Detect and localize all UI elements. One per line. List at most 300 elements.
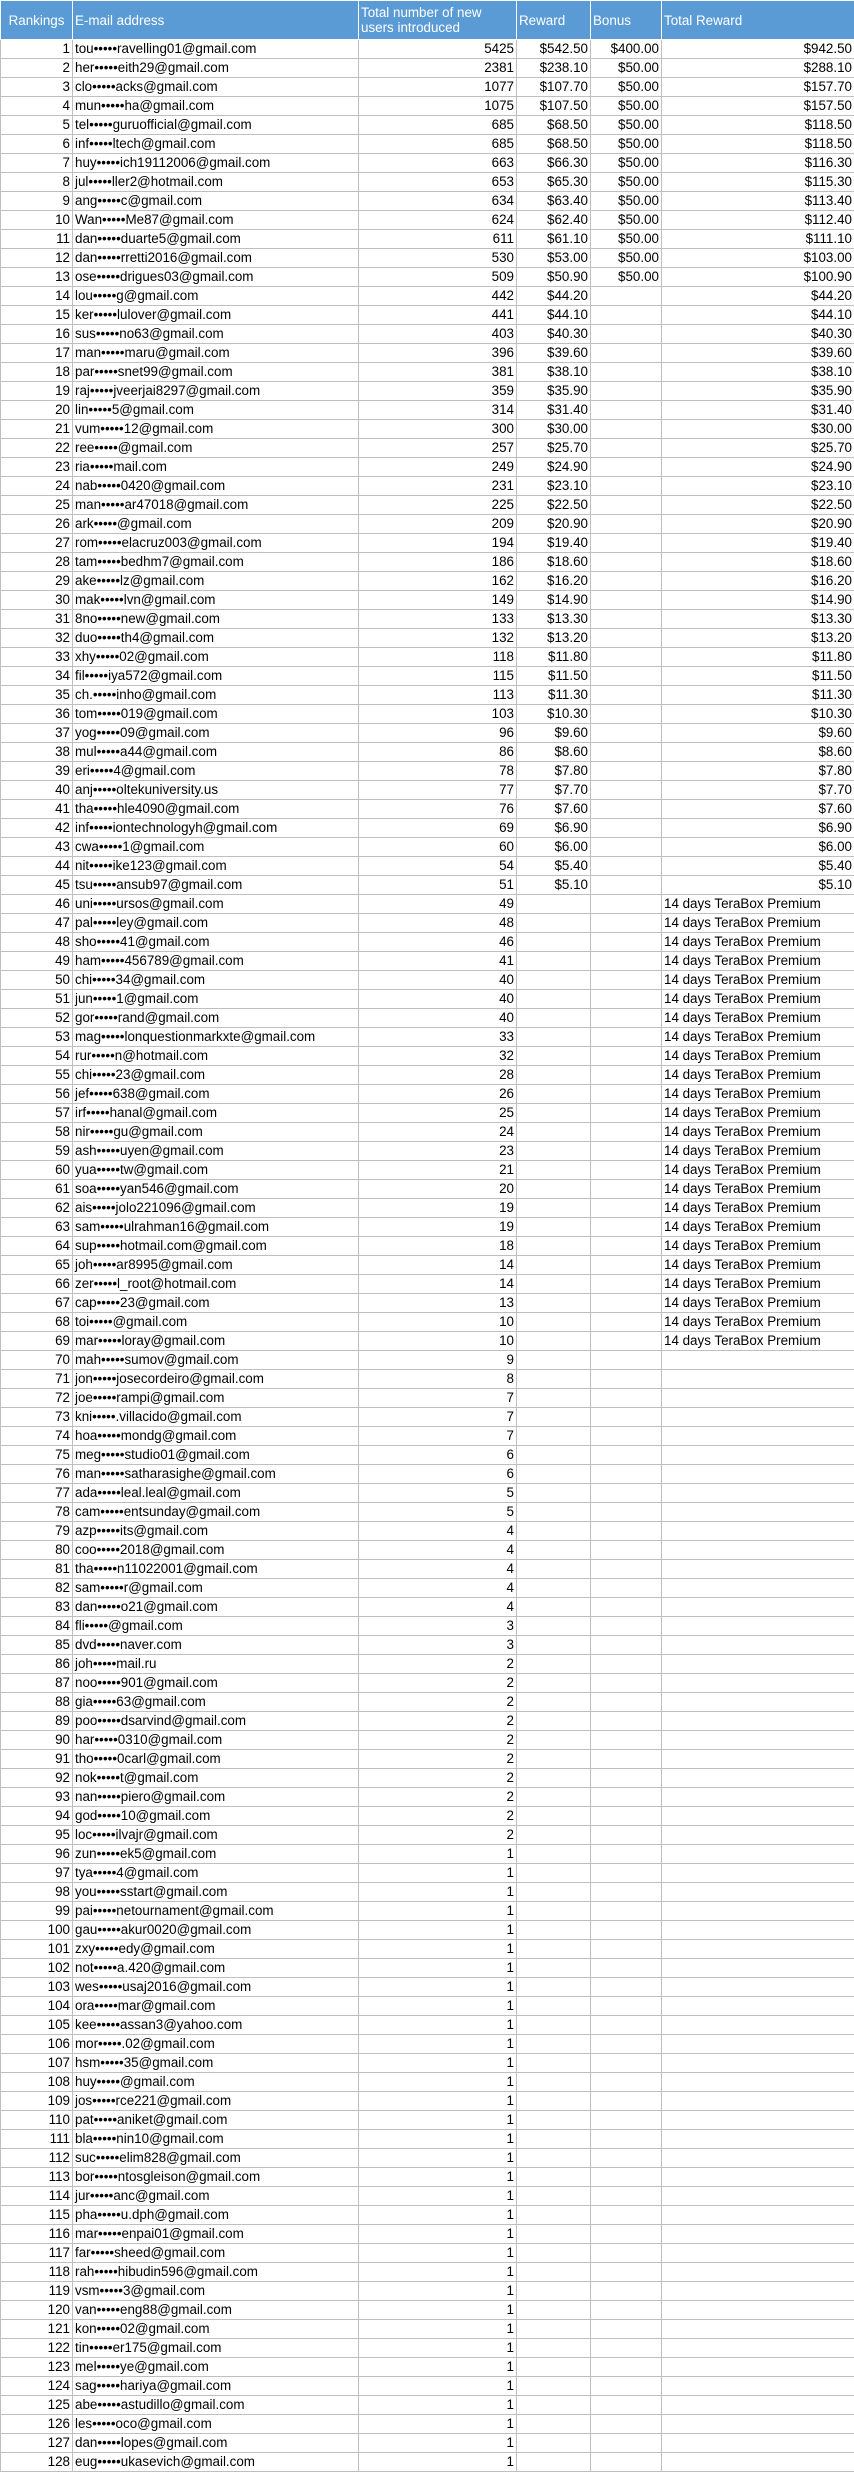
bonus-cell [591, 1674, 662, 1693]
bonus-cell [591, 705, 662, 724]
email-cell: bla•••••nin10@gmail.com [73, 2130, 359, 2149]
users-introduced-cell: 1 [359, 2168, 517, 2187]
table-row [1, 1009, 854, 1028]
users-introduced-cell: 14 [359, 1256, 517, 1275]
reward-cell [517, 2244, 591, 2263]
rank-cell: 62 [1, 1199, 73, 1218]
email-cell: pai•••••netournament@gmail.com [73, 1902, 359, 1921]
bonus-cell [591, 1199, 662, 1218]
rank-cell: 33 [1, 648, 73, 667]
bonus-cell [591, 1047, 662, 1066]
table-row [1, 1807, 854, 1826]
table-row [1, 1655, 854, 1674]
rank-cell: 50 [1, 971, 73, 990]
bonus-cell: $50.00 [591, 78, 662, 97]
reward-cell [517, 1864, 591, 1883]
users-introduced-cell: 300 [359, 420, 517, 439]
total-reward-cell [662, 2301, 854, 2320]
rank-cell: 123 [1, 2358, 73, 2377]
email-cell: meg•••••studio01@gmail.com [73, 1446, 359, 1465]
reward-cell [517, 1978, 591, 1997]
rank-cell: 57 [1, 1104, 73, 1123]
users-introduced-cell: 4 [359, 1522, 517, 1541]
users-introduced-cell: 1 [359, 1978, 517, 1997]
bonus-cell [591, 648, 662, 667]
email-cell: nan•••••piero@gmail.com [73, 1788, 359, 1807]
email-cell: jun•••••1@gmail.com [73, 990, 359, 1009]
reward-cell [517, 1674, 591, 1693]
table-row [1, 1940, 854, 1959]
reward-cell [517, 1921, 591, 1940]
rank-cell: 120 [1, 2301, 73, 2320]
users-introduced-cell: 7 [359, 1427, 517, 1446]
users-introduced-cell: 7 [359, 1408, 517, 1427]
table-row [1, 1389, 854, 1408]
email-cell: pal•••••ley@gmail.com [73, 914, 359, 933]
email-cell: poo•••••dsarvind@gmail.com [73, 1712, 359, 1731]
email-cell: van•••••eng88@gmail.com [73, 2301, 359, 2320]
reward-cell: $24.90 [517, 458, 591, 477]
total-reward-cell [662, 1484, 854, 1503]
reward-cell [517, 1940, 591, 1959]
email-cell: ark•••••@gmail.com [73, 515, 359, 534]
rank-cell: 64 [1, 1237, 73, 1256]
email-cell: suc•••••elim828@gmail.com [73, 2149, 359, 2168]
table-row [1, 1332, 854, 1351]
table-row [1, 173, 854, 192]
users-introduced-cell: 76 [359, 800, 517, 819]
header-reward: Reward [517, 1, 591, 40]
total-reward-cell [662, 2358, 854, 2377]
table-row [1, 534, 854, 553]
rank-cell: 63 [1, 1218, 73, 1237]
rank-cell: 49 [1, 952, 73, 971]
table-row [1, 287, 854, 306]
table-row [1, 1845, 854, 1864]
rank-cell: 40 [1, 781, 73, 800]
users-introduced-cell: 28 [359, 1066, 517, 1085]
email-cell: chi•••••34@gmail.com [73, 971, 359, 990]
email-cell: dvd•••••naver.com [73, 1636, 359, 1655]
users-introduced-cell: 20 [359, 1180, 517, 1199]
rank-cell: 111 [1, 2130, 73, 2149]
total-reward-cell: $7.80 [662, 762, 854, 781]
reward-cell: $65.30 [517, 173, 591, 192]
total-reward-cell: $11.50 [662, 667, 854, 686]
total-reward-cell [662, 2377, 854, 2396]
header-row [1, 1, 854, 40]
bonus-cell [591, 2130, 662, 2149]
rank-cell: 124 [1, 2377, 73, 2396]
total-reward-cell: 14 days TeraBox Premium [662, 1142, 854, 1161]
table-row [1, 2130, 854, 2149]
total-reward-cell: 14 days TeraBox Premium [662, 1199, 854, 1218]
total-reward-cell: $44.20 [662, 287, 854, 306]
email-cell: coo•••••2018@gmail.com [73, 1541, 359, 1560]
total-reward-cell: $5.10 [662, 876, 854, 895]
table-row [1, 686, 854, 705]
rank-cell: 6 [1, 135, 73, 154]
total-reward-cell: 14 days TeraBox Premium [662, 1066, 854, 1085]
total-reward-cell [662, 2225, 854, 2244]
bonus-cell [591, 1066, 662, 1085]
rank-cell: 82 [1, 1579, 73, 1598]
email-cell: god•••••10@gmail.com [73, 1807, 359, 1826]
bonus-cell [591, 1313, 662, 1332]
email-cell: tou•••••ravelling01@gmail.com [73, 40, 359, 59]
bonus-cell [591, 743, 662, 762]
reward-cell: $19.40 [517, 534, 591, 553]
email-cell: lin•••••5@gmail.com [73, 401, 359, 420]
users-introduced-cell: 32 [359, 1047, 517, 1066]
bonus-cell [591, 990, 662, 1009]
table-row [1, 1180, 854, 1199]
table-row [1, 1446, 854, 1465]
email-cell: dan•••••lopes@gmail.com [73, 2434, 359, 2453]
total-reward-cell: $10.30 [662, 705, 854, 724]
bonus-cell [591, 2168, 662, 2187]
total-reward-cell: $157.50 [662, 97, 854, 116]
users-introduced-cell: 60 [359, 838, 517, 857]
bonus-cell: $50.00 [591, 230, 662, 249]
users-introduced-cell: 2 [359, 1712, 517, 1731]
bonus-cell [591, 1655, 662, 1674]
users-introduced-cell: 1 [359, 2111, 517, 2130]
users-introduced-cell: 663 [359, 154, 517, 173]
total-reward-cell: $111.10 [662, 230, 854, 249]
table-row [1, 1085, 854, 1104]
users-introduced-cell: 314 [359, 401, 517, 420]
reward-cell: $107.50 [517, 97, 591, 116]
email-cell: uni•••••ursos@gmail.com [73, 895, 359, 914]
users-introduced-cell: 1 [359, 2358, 517, 2377]
rank-cell: 3 [1, 78, 73, 97]
total-reward-cell [662, 1522, 854, 1541]
email-cell: fil•••••iya572@gmail.com [73, 667, 359, 686]
bonus-cell [591, 2035, 662, 2054]
table-row [1, 1237, 854, 1256]
total-reward-cell [662, 2453, 854, 2472]
email-cell: sho•••••41@gmail.com [73, 933, 359, 952]
bonus-cell [591, 458, 662, 477]
users-introduced-cell: 2381 [359, 59, 517, 78]
email-cell: clo•••••acks@gmail.com [73, 78, 359, 97]
rank-cell: 13 [1, 268, 73, 287]
rank-cell: 44 [1, 857, 73, 876]
table-row [1, 439, 854, 458]
table-row [1, 1294, 854, 1313]
rank-cell: 2 [1, 59, 73, 78]
users-introduced-cell: 1 [359, 2434, 517, 2453]
reward-cell: $31.40 [517, 401, 591, 420]
table-row [1, 990, 854, 1009]
users-introduced-cell: 509 [359, 268, 517, 287]
rank-cell: 112 [1, 2149, 73, 2168]
table-row [1, 154, 854, 173]
table-row [1, 2301, 854, 2320]
bonus-cell: $50.00 [591, 249, 662, 268]
table-row [1, 1636, 854, 1655]
reward-cell: $18.60 [517, 553, 591, 572]
email-cell: gia•••••63@gmail.com [73, 1693, 359, 1712]
table-row [1, 1123, 854, 1142]
reward-cell: $238.10 [517, 59, 591, 78]
total-reward-cell [662, 1351, 854, 1370]
rank-cell: 70 [1, 1351, 73, 1370]
rank-cell: 30 [1, 591, 73, 610]
total-reward-cell [662, 1731, 854, 1750]
bonus-cell [591, 2149, 662, 2168]
reward-cell [517, 1294, 591, 1313]
total-reward-cell: $103.00 [662, 249, 854, 268]
reward-cell [517, 1807, 591, 1826]
reward-cell [517, 990, 591, 1009]
users-introduced-cell: 1 [359, 2187, 517, 2206]
reward-cell [517, 1313, 591, 1332]
table-row [1, 1218, 854, 1237]
bonus-cell [591, 1750, 662, 1769]
rank-cell: 10 [1, 211, 73, 230]
total-reward-cell: 14 days TeraBox Premium [662, 1161, 854, 1180]
table-row [1, 2035, 854, 2054]
bonus-cell [591, 420, 662, 439]
bonus-cell [591, 1408, 662, 1427]
rank-cell: 115 [1, 2206, 73, 2225]
email-cell: mah•••••sumov@gmail.com [73, 1351, 359, 1370]
bonus-cell [591, 610, 662, 629]
email-cell: dan•••••duarte5@gmail.com [73, 230, 359, 249]
reward-cell [517, 2035, 591, 2054]
email-cell: raj•••••jveerjai8297@gmail.com [73, 382, 359, 401]
table-row [1, 572, 854, 591]
email-cell: mar•••••enpai01@gmail.com [73, 2225, 359, 2244]
table-row [1, 325, 854, 344]
bonus-cell [591, 667, 662, 686]
bonus-cell [591, 1180, 662, 1199]
email-cell: bor•••••ntosgleison@gmail.com [73, 2168, 359, 2187]
email-cell: irf•••••hanal@gmail.com [73, 1104, 359, 1123]
email-cell: ker•••••lulover@gmail.com [73, 306, 359, 325]
users-introduced-cell: 86 [359, 743, 517, 762]
bonus-cell: $50.00 [591, 135, 662, 154]
email-cell: vsm•••••3@gmail.com [73, 2282, 359, 2301]
bonus-cell [591, 1427, 662, 1446]
reward-cell [517, 2168, 591, 2187]
rank-cell: 54 [1, 1047, 73, 1066]
rank-cell: 22 [1, 439, 73, 458]
users-introduced-cell: 24 [359, 1123, 517, 1142]
email-cell: ake•••••lz@gmail.com [73, 572, 359, 591]
total-reward-cell [662, 1883, 854, 1902]
reward-cell [517, 1180, 591, 1199]
reward-cell [517, 1161, 591, 1180]
reward-cell: $63.40 [517, 192, 591, 211]
rank-cell: 20 [1, 401, 73, 420]
bonus-cell [591, 1389, 662, 1408]
total-reward-cell: $44.10 [662, 306, 854, 325]
table-row [1, 629, 854, 648]
email-cell: chi•••••23@gmail.com [73, 1066, 359, 1085]
bonus-cell [591, 1959, 662, 1978]
email-cell: zun•••••ek5@gmail.com [73, 1845, 359, 1864]
email-cell: gau•••••akur0020@gmail.com [73, 1921, 359, 1940]
reward-cell [517, 2358, 591, 2377]
table-row [1, 1465, 854, 1484]
users-introduced-cell: 149 [359, 591, 517, 610]
users-introduced-cell: 9 [359, 1351, 517, 1370]
table-row [1, 1541, 854, 1560]
bonus-cell [591, 515, 662, 534]
table-row [1, 1408, 854, 1427]
users-introduced-cell: 3 [359, 1617, 517, 1636]
total-reward-cell: 14 days TeraBox Premium [662, 1085, 854, 1104]
email-cell: joh•••••ar8995@gmail.com [73, 1256, 359, 1275]
bonus-cell [591, 1161, 662, 1180]
reward-cell [517, 2225, 591, 2244]
total-reward-cell: $35.90 [662, 382, 854, 401]
bonus-cell [591, 2301, 662, 2320]
table-row [1, 2377, 854, 2396]
users-introduced-cell: 359 [359, 382, 517, 401]
bonus-cell [591, 1009, 662, 1028]
rank-cell: 85 [1, 1636, 73, 1655]
users-introduced-cell: 194 [359, 534, 517, 553]
users-introduced-cell: 7 [359, 1389, 517, 1408]
total-reward-cell [662, 2035, 854, 2054]
users-introduced-cell: 1 [359, 1959, 517, 1978]
table-row [1, 382, 854, 401]
bonus-cell [591, 2453, 662, 2472]
users-introduced-cell: 48 [359, 914, 517, 933]
email-cell: her•••••eith29@gmail.com [73, 59, 359, 78]
total-reward-cell: $30.00 [662, 420, 854, 439]
table-row [1, 1769, 854, 1788]
email-cell: yog•••••09@gmail.com [73, 724, 359, 743]
rank-cell: 31 [1, 610, 73, 629]
rank-cell: 29 [1, 572, 73, 591]
table-row [1, 1351, 854, 1370]
bonus-cell [591, 325, 662, 344]
email-cell: jos•••••rce221@gmail.com [73, 2092, 359, 2111]
table-row [1, 1370, 854, 1389]
total-reward-cell [662, 1940, 854, 1959]
email-cell: nok•••••t@gmail.com [73, 1769, 359, 1788]
rank-cell: 21 [1, 420, 73, 439]
bonus-cell [591, 2358, 662, 2377]
table-row [1, 1997, 854, 2016]
email-cell: xhy•••••02@gmail.com [73, 648, 359, 667]
reward-cell [517, 914, 591, 933]
total-reward-cell [662, 1617, 854, 1636]
bonus-cell [591, 1085, 662, 1104]
email-cell: inf•••••iontechnologyh@gmail.com [73, 819, 359, 838]
total-reward-cell [662, 1921, 854, 1940]
total-reward-cell [662, 1997, 854, 2016]
reward-cell [517, 2130, 591, 2149]
bonus-cell [591, 933, 662, 952]
rank-cell: 79 [1, 1522, 73, 1541]
table-row [1, 2339, 854, 2358]
users-introduced-cell: 1 [359, 2244, 517, 2263]
total-reward-cell: $19.40 [662, 534, 854, 553]
reward-cell: $14.90 [517, 591, 591, 610]
users-introduced-cell: 2 [359, 1674, 517, 1693]
email-cell: rom•••••elacruz003@gmail.com [73, 534, 359, 553]
bonus-cell [591, 2092, 662, 2111]
users-introduced-cell: 103 [359, 705, 517, 724]
reward-cell: $5.40 [517, 857, 591, 876]
table-row [1, 40, 854, 59]
users-introduced-cell: 1 [359, 1902, 517, 1921]
table-row [1, 1313, 854, 1332]
total-reward-cell: $942.50 [662, 40, 854, 59]
total-reward-cell [662, 1427, 854, 1446]
email-cell: kee•••••assan3@yahoo.com [73, 2016, 359, 2035]
rank-cell: 60 [1, 1161, 73, 1180]
users-introduced-cell: 2 [359, 1769, 517, 1788]
reward-cell [517, 2396, 591, 2415]
email-cell: Wan•••••Me87@gmail.com [73, 211, 359, 230]
users-introduced-cell: 10 [359, 1332, 517, 1351]
reward-cell: $35.90 [517, 382, 591, 401]
rank-cell: 15 [1, 306, 73, 325]
users-introduced-cell: 1 [359, 1845, 517, 1864]
reward-cell [517, 1997, 591, 2016]
rank-cell: 25 [1, 496, 73, 515]
users-introduced-cell: 257 [359, 439, 517, 458]
reward-cell [517, 1693, 591, 1712]
bonus-cell [591, 1921, 662, 1940]
users-introduced-cell: 249 [359, 458, 517, 477]
reward-cell [517, 1085, 591, 1104]
rank-cell: 45 [1, 876, 73, 895]
email-cell: yua•••••tw@gmail.com [73, 1161, 359, 1180]
bonus-cell [591, 477, 662, 496]
email-cell: 8no•••••new@gmail.com [73, 610, 359, 629]
rank-cell: 103 [1, 1978, 73, 1997]
bonus-cell [591, 439, 662, 458]
email-cell: ora•••••mar@gmail.com [73, 1997, 359, 2016]
users-introduced-cell: 18 [359, 1237, 517, 1256]
bonus-cell [591, 952, 662, 971]
email-cell: tha•••••n11022001@gmail.com [73, 1560, 359, 1579]
table-row [1, 1788, 854, 1807]
table-row [1, 2263, 854, 2282]
rank-cell: 17 [1, 344, 73, 363]
reward-cell [517, 2054, 591, 2073]
reward-cell [517, 1503, 591, 1522]
bonus-cell [591, 819, 662, 838]
table-row [1, 1712, 854, 1731]
bonus-cell [591, 1940, 662, 1959]
reward-cell [517, 1522, 591, 1541]
total-reward-cell [662, 2339, 854, 2358]
total-reward-cell [662, 2092, 854, 2111]
reward-cell: $542.50 [517, 40, 591, 59]
reward-cell [517, 933, 591, 952]
reward-cell: $62.40 [517, 211, 591, 230]
bonus-cell [591, 344, 662, 363]
total-reward-cell [662, 2073, 854, 2092]
reward-cell: $44.10 [517, 306, 591, 325]
table-row [1, 1142, 854, 1161]
users-introduced-cell: 133 [359, 610, 517, 629]
users-introduced-cell: 1 [359, 2453, 517, 2472]
rank-cell: 52 [1, 1009, 73, 1028]
users-introduced-cell: 6 [359, 1465, 517, 1484]
total-reward-cell [662, 2396, 854, 2415]
rank-cell: 7 [1, 154, 73, 173]
